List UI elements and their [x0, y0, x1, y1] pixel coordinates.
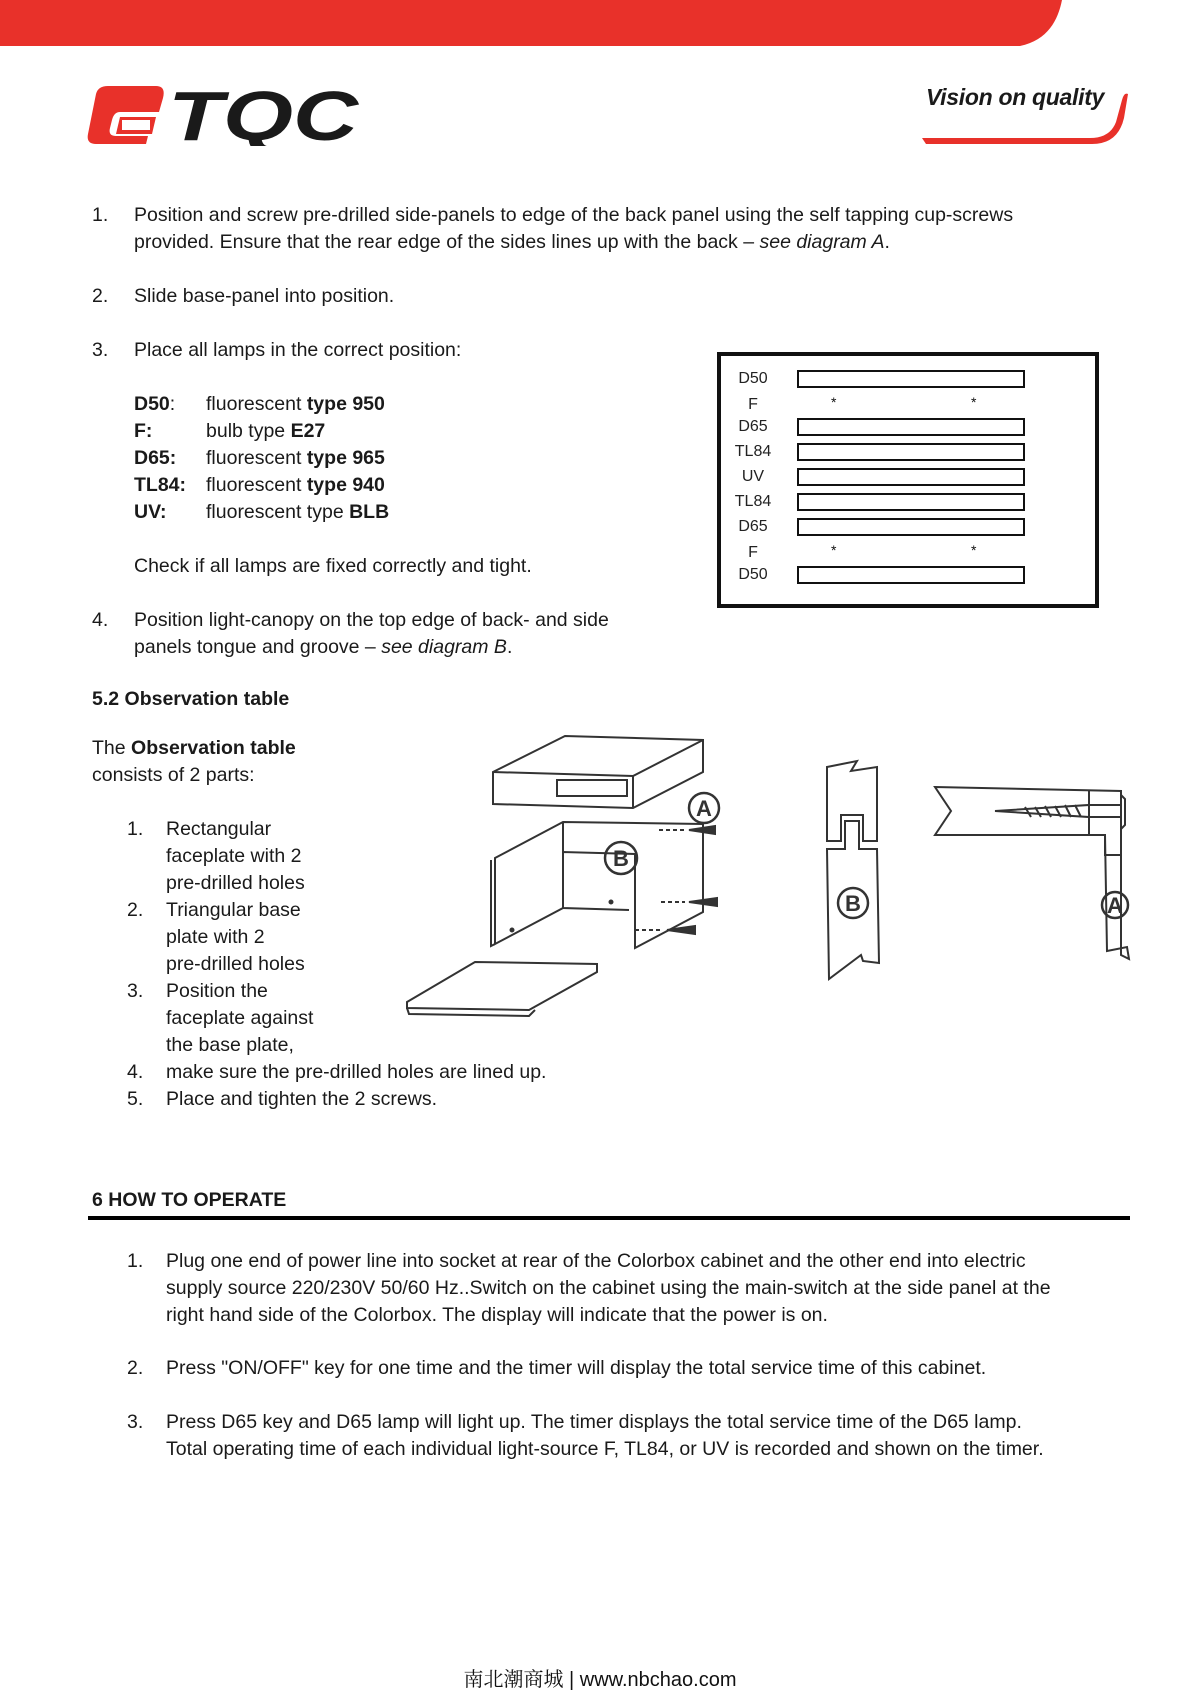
footer-watermark: 南北潮商城 | www.nbchao.com: [463, 1669, 737, 1691]
observation-step-line: Rectangular: [166, 818, 272, 840]
screws: [635, 826, 717, 934]
lamp-layout-diagram: [717, 352, 1099, 608]
tagline-text: Vision on quality: [926, 84, 1105, 110]
observation-step-line: faceplate with 2: [166, 845, 302, 867]
assembly-step-4: [134, 607, 694, 661]
lamp-slot-label: D50: [738, 566, 768, 583]
lamp-desc: [206, 445, 385, 472]
observation-step-line: Position the: [166, 980, 268, 1002]
diagram-reference: see diagram A: [759, 231, 885, 253]
intro-bold: Observation table: [131, 737, 296, 759]
lamp-type: E27: [290, 420, 326, 442]
step-number: 3.: [127, 980, 144, 1002]
screw-joint: [935, 787, 1129, 959]
lamp-slot-label: D50: [738, 370, 768, 387]
assembly-step-1: [134, 202, 1134, 256]
cabinet-exploded-diagram: [395, 730, 765, 1020]
fluorescent-tube-icon: [797, 566, 1025, 584]
step-number: 1.: [92, 204, 109, 226]
joint-detail-diagram: [825, 755, 1145, 985]
callout-a-icon: [689, 793, 719, 823]
check-note: Check if all lamps are fixed correctly and tight.: [134, 555, 532, 577]
lamp-slot-label: TL84: [734, 443, 772, 460]
lamp-desc-text: fluorescent type: [206, 501, 350, 523]
tongue-groove-joint: [827, 761, 879, 979]
observation-step-line: Place and tighten the 2 screws.: [166, 1088, 437, 1110]
tqc-logo: [86, 84, 362, 151]
step-line: Position and screw pre-drilled side-panels to edge of the back panel using the self tapping cup-screws: [134, 204, 1014, 226]
lamp-slot-tube: [721, 441, 1095, 463]
step-text: provided. Ensure that the rear edge of the sides lines up with the back –: [134, 231, 760, 253]
observation-step-line: make sure the pre-drilled holes are lined up.: [166, 1061, 547, 1083]
assembly-step-2: Slide base-panel into position.: [134, 285, 395, 307]
operate-step-line: Total operating time of each individual light-source F, TL84, or UV is recorded and shown on the timer.: [166, 1438, 1044, 1460]
tagline-badge: [922, 84, 1132, 146]
lamp-key: TL84:: [134, 474, 187, 496]
fluorescent-tube-icon: [797, 370, 1025, 388]
light-canopy: [493, 736, 703, 808]
operate-step-line: Press D65 key and D65 lamp will light up. The timer displays the total service time of the D65 lamp.: [166, 1411, 1022, 1433]
section-heading-operate: 6 HOW TO OPERATE: [92, 1189, 287, 1211]
observation-step-line: Triangular base: [166, 899, 301, 921]
observation-step-line: the base plate,: [166, 1034, 294, 1056]
intro-line: [92, 735, 296, 762]
fluorescent-tube-icon: [797, 518, 1025, 536]
lamp-desc-text: fluorescent: [206, 393, 307, 415]
lamp-desc: [206, 391, 385, 418]
assembly-step-3: Place all lamps in the correct position:: [134, 339, 462, 361]
step-number: 2.: [127, 899, 144, 921]
step-number: 3.: [127, 1411, 144, 1433]
logo-mark-icon: [88, 86, 164, 144]
fluorescent-tube-icon: [797, 468, 1025, 486]
lamp-slot-label: UV: [741, 468, 765, 485]
bulb-marker-icon: *: [831, 394, 837, 410]
lamp-desc-text: fluorescent: [206, 447, 307, 469]
step-number: 2.: [127, 1357, 144, 1379]
callout-a-label: A: [696, 796, 712, 821]
lamp-code: D50: [134, 393, 170, 415]
lamp-slot-label: F: [748, 544, 758, 561]
callout-b-label: B: [613, 846, 629, 871]
lamp-colon: :: [169, 393, 176, 415]
lamp-type: type 950: [306, 393, 385, 415]
section-divider: [88, 1216, 1130, 1220]
lamp-slot-bulb: [721, 394, 1095, 416]
punctuation: .: [884, 231, 890, 253]
operate-step-line: supply source 220/230V 50/60 Hz..Switch on the cabinet using the main-switch at the side panel at the: [166, 1277, 1051, 1299]
lamp-desc: [206, 418, 325, 445]
step-line: [134, 229, 1134, 256]
logo-text: TQC: [168, 84, 360, 146]
step-number: 2.: [92, 285, 109, 307]
lamp-slot-label: D65: [738, 518, 768, 535]
lamp-slot-tube: [721, 416, 1095, 438]
observation-step-line: faceplate against: [166, 1007, 314, 1029]
observation-step-line: pre-drilled holes: [166, 872, 305, 894]
observation-step-line: pre-drilled holes: [166, 953, 305, 975]
operate-step-line: right hand side of the Colorbox. The display will indicate that the power is on.: [166, 1304, 828, 1326]
fluorescent-tube-icon: [797, 493, 1025, 511]
joint-b-label: B: [845, 891, 861, 916]
step-number: 4.: [92, 609, 109, 631]
base-plate: [407, 962, 597, 1016]
operate-step-line: Plug one end of power line into socket at rear of the Colorbox cabinet and the other end into electric: [166, 1250, 1026, 1272]
bulb-marker-icon: *: [971, 394, 977, 410]
lamp-slot-label: TL84: [734, 493, 772, 510]
punctuation: .: [506, 636, 513, 658]
step-number: 5.: [127, 1088, 144, 1110]
lamp-desc-text: bulb type: [206, 420, 291, 442]
step-number: 3.: [92, 339, 109, 361]
bulb-marker-icon: *: [971, 542, 977, 558]
fluorescent-tube-icon: [797, 418, 1025, 436]
lamp-desc: [206, 499, 389, 526]
lamp-slot-label: D65: [738, 418, 768, 435]
lamp-type: BLB: [349, 501, 390, 523]
bulb-marker-icon: *: [831, 542, 837, 558]
lamp-key: F:: [134, 420, 153, 442]
lamp-slot-tube: [721, 491, 1095, 513]
lamp-key: D65:: [134, 447, 177, 469]
callout-b-icon: [605, 842, 637, 874]
step-number: 1.: [127, 1250, 144, 1272]
observation-intro: [92, 735, 296, 789]
lamp-key: [134, 391, 204, 418]
step-line: Position light-canopy on the top edge of back- and side: [134, 609, 609, 631]
lamp-desc-text: fluorescent: [206, 474, 307, 496]
step-number: 1.: [127, 818, 144, 840]
lamp-slot-label: F: [748, 396, 758, 413]
lamp-slot-tube: [721, 516, 1095, 538]
lamp-desc: [206, 472, 385, 499]
observation-step-line: plate with 2: [166, 926, 265, 948]
lamp-type: type 940: [306, 474, 385, 496]
lamp-slot-bulb: [721, 542, 1095, 564]
lamp-slot-tube: [721, 466, 1095, 488]
intro-text: The: [92, 737, 132, 759]
lamp-type: type 965: [306, 447, 385, 469]
operate-step-line: Press "ON/OFF" key for one time and the timer will display the total service time of this cabinet.: [166, 1357, 987, 1379]
diagram-reference: see diagram B: [381, 636, 507, 658]
step-line: [134, 634, 694, 661]
lamp-key: UV:: [134, 501, 167, 523]
header-red-band: [0, 0, 1200, 46]
step-text: panels tongue and groove –: [134, 636, 382, 658]
lamp-slot-tube: [721, 368, 1095, 390]
lamp-slot-tube: [721, 564, 1095, 586]
section-heading-observation: 5.2 Observation table: [92, 688, 290, 710]
joint-a-label: A: [1107, 893, 1123, 918]
intro-line: consists of 2 parts:: [92, 764, 255, 786]
step-number: 4.: [127, 1061, 144, 1083]
fluorescent-tube-icon: [797, 443, 1025, 461]
